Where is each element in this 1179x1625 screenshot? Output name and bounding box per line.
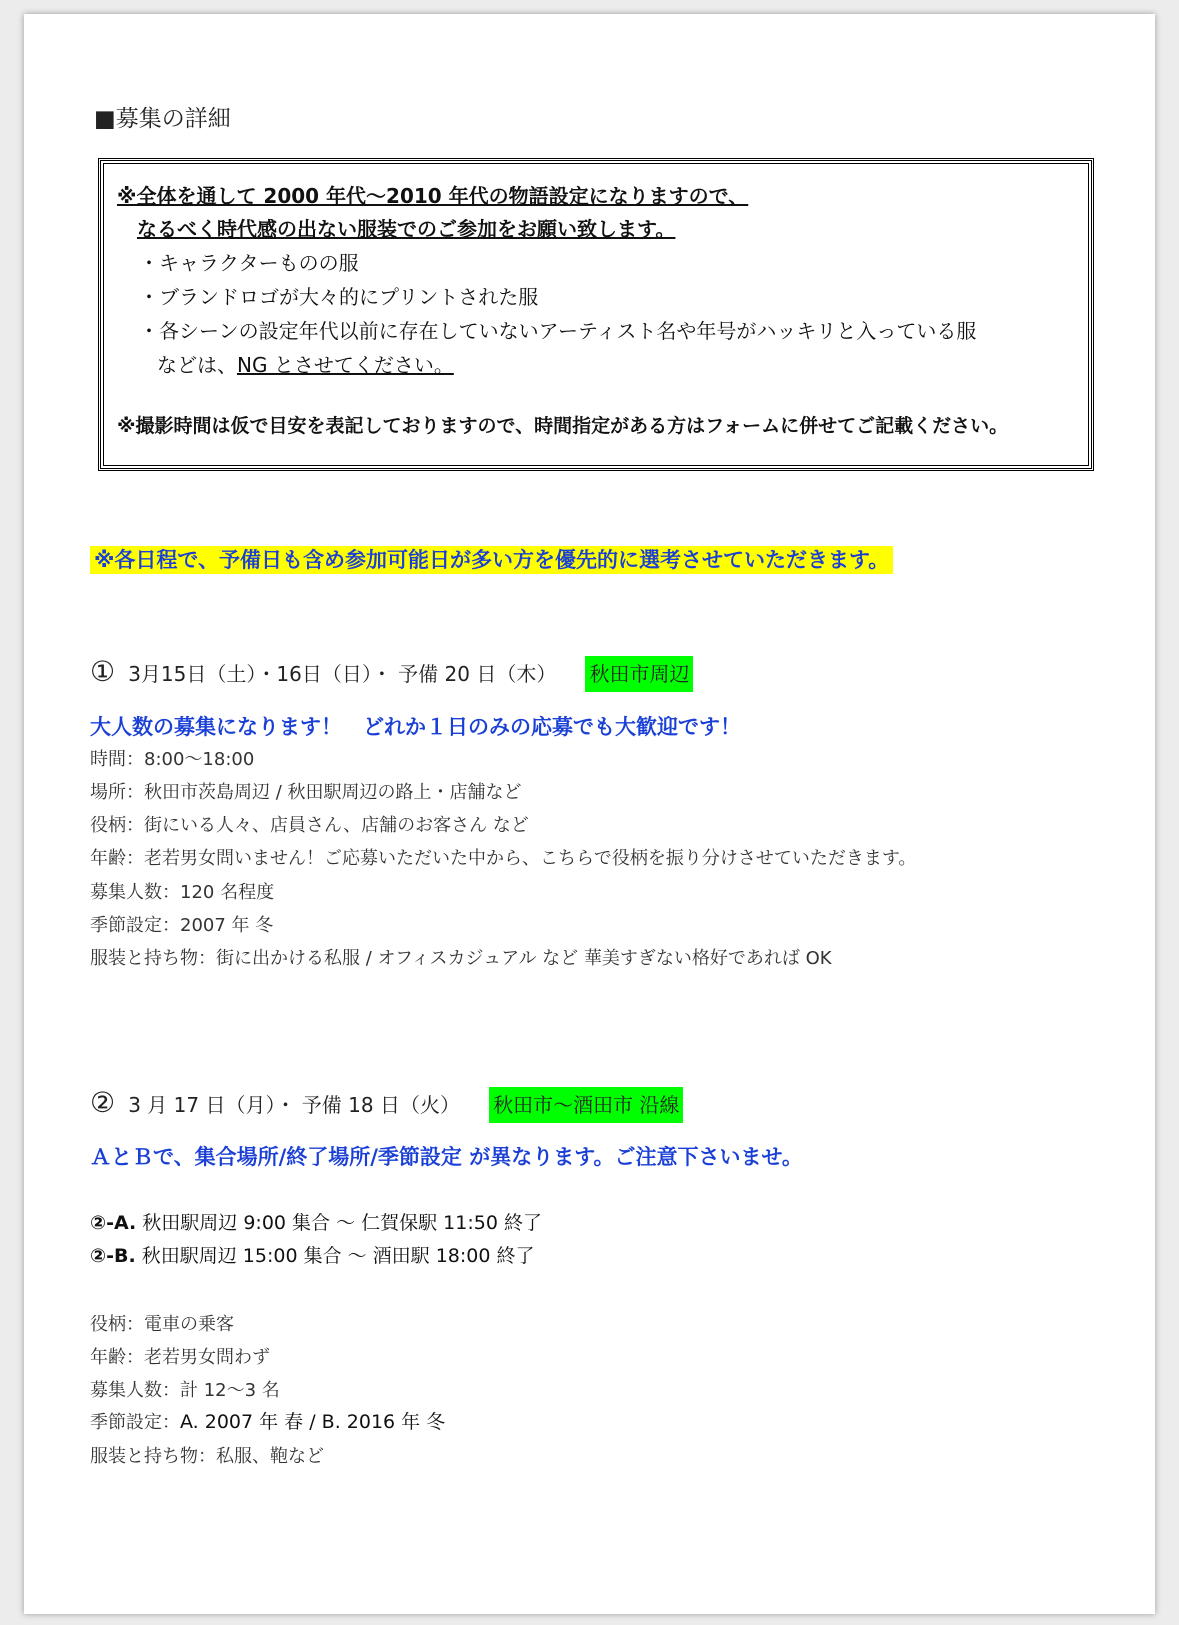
schedule-1-location-tag: 秋田市周辺 — [585, 656, 693, 692]
route-a — [90, 1208, 542, 1235]
schedule-1-season: 季節設定：2007 年 冬 — [90, 915, 274, 936]
schedule-1-subtitle: 大人数の募集になります！ どれか１日のみの応募でも大歓迎です！ — [90, 715, 741, 739]
priority-note-highlight: ※各日程で、予備日も含め参加可能日が多い方を優先的に選考させていただきます。 — [90, 546, 893, 574]
schedule-2-age: 年齢：老若男女問わず — [90, 1347, 270, 1368]
notice-bullet-3: ・各シーンの設定年代以前に存在していないアーティスト名や年号がハッキリと入っている服 — [139, 319, 977, 343]
schedule-1-number: ① — [90, 655, 116, 688]
section-heading: ■募集の詳細 — [94, 106, 231, 132]
route-b-label: ②-B. — [90, 1245, 136, 1267]
schedule-1-dates: 3月15日（土）・16日（日）・ 予備 20 日（木） — [128, 662, 557, 686]
shooting-time-note: ※撮影時間は仮で目安を表記しておりますので、時間指定がある方はフォームに併せてご記載ください。 — [117, 415, 1009, 437]
schedule-2-belongings: 服装と持ち物：私服、鞄など — [90, 1446, 324, 1467]
schedule-2-season-label: 季節設定： — [90, 1412, 180, 1433]
document-page — [24, 14, 1155, 1614]
schedule-2-role: 役柄：電車の乗客 — [90, 1314, 234, 1335]
notice-bullet-1: ・キャラクターものの服 — [139, 251, 359, 275]
schedule-2-subtitle: ＡとＢで、集合場所/終了場所/季節設定 が異なります。ご注意下さいませ。 — [90, 1145, 803, 1169]
schedule-1-place: 場所：秋田市茨島周辺 / 秋田駅周辺の路上・店舗など — [90, 782, 522, 803]
notice-line-2: なるべく時代感の出ない服装でのご参加をお願い致します。 — [137, 217, 676, 241]
notice-bullet-2: ・ブランドロゴが大々的にプリントされた服 — [139, 285, 539, 309]
schedule-1-header — [90, 655, 693, 688]
route-a-text: 秋田駅周辺 9:00 集合 〜 仁賀保駅 11:50 終了 — [142, 1212, 542, 1234]
schedule-2-season — [90, 1407, 445, 1434]
schedule-2-headcount: 募集人数：計 12〜3 名 — [90, 1380, 280, 1401]
schedule-1-belongings: 服装と持ち物：街に出かける私服 / オフィスカジュアル など 華美すぎない格好であれば OK — [90, 948, 832, 969]
schedule-2-dates: 3 月 17 日（月）・ 予備 18 日（火） — [128, 1093, 460, 1117]
notice-bullet-3-continuation — [157, 349, 454, 378]
notice-box — [98, 158, 1094, 471]
schedule-1-time: 時間：8:00〜18:00 — [90, 749, 255, 770]
route-b — [90, 1241, 534, 1268]
priority-note — [90, 544, 893, 574]
route-b-text: 秋田駅周辺 15:00 集合 〜 酒田駅 18:00 終了 — [141, 1245, 535, 1267]
notice-bullet-3-prefix: などは、 — [157, 353, 237, 377]
route-a-label: ②-A. — [90, 1212, 137, 1234]
schedule-2-header — [90, 1086, 683, 1119]
ng-emphasis: NG とさせてください。 — [237, 353, 454, 377]
schedule-2-number: ② — [90, 1086, 116, 1119]
schedule-1-role: 役柄：街にいる人々、店員さん、店舗のお客さん など — [90, 815, 529, 836]
notice-line-1: ※全体を通して 2000 年代〜2010 年代の物語設定になりますので、 — [117, 184, 749, 208]
schedule-1-headcount: 募集人数：120 名程度 — [90, 882, 275, 903]
schedule-2-season-value: A. 2007 年 春 / B. 2016 年 冬 — [180, 1411, 446, 1433]
schedule-1-age: 年齢：老若男女問いません！ご応募いただいた中から、こちらで役柄を振り分けさせていただきます。 — [90, 848, 917, 869]
schedule-2-location-tag: 秋田市〜酒田市 沿線 — [489, 1087, 683, 1123]
